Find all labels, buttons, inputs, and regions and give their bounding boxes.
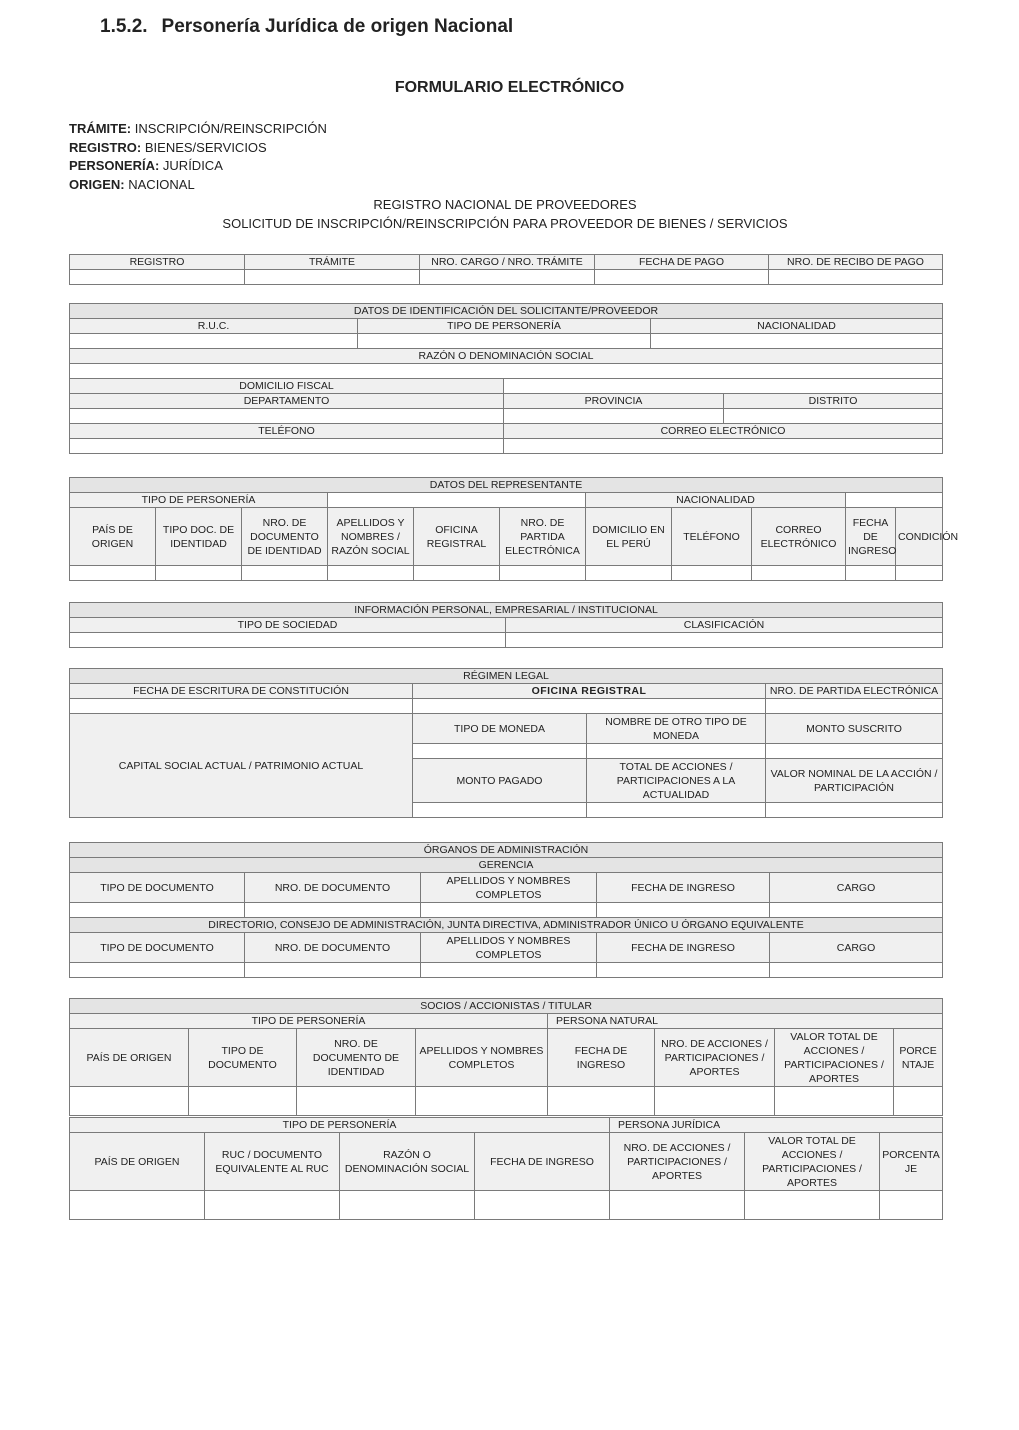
departamento-label: DEPARTAMENTO bbox=[70, 394, 504, 409]
valor-nominal-input[interactable] bbox=[766, 803, 943, 818]
administration-title: ÓRGANOS DE ADMINISTRACIÓN bbox=[70, 843, 943, 858]
ger-input[interactable] bbox=[245, 903, 421, 918]
rep-tipo-personeria: TIPO DE PERSONERÍA bbox=[70, 493, 328, 508]
col-nro-cargo: NRO. CARGO / NRO. TRÁMITE bbox=[420, 255, 595, 270]
otra-moneda-input[interactable] bbox=[587, 744, 766, 759]
input-recibo[interactable] bbox=[769, 270, 943, 285]
col-fecha-pago: FECHA DE PAGO bbox=[595, 255, 769, 270]
dir-input[interactable] bbox=[245, 963, 421, 978]
rep-col-tipo-doc: TIPO DOC. DE IDENTIDAD bbox=[156, 508, 242, 566]
provincia-input[interactable] bbox=[504, 409, 724, 424]
persona-juridica-label: PERSONA JURÍDICA bbox=[610, 1118, 943, 1133]
ger-col-nro-doc: NRO. DE DOCUMENTO bbox=[245, 873, 421, 903]
nat-col-apellidos: APELLIDOS Y NOMBRES COMPLETOS bbox=[416, 1029, 548, 1087]
ger-col-cargo: CARGO bbox=[770, 873, 943, 903]
jur-input[interactable] bbox=[70, 1191, 205, 1220]
rep-col-pais: PAÍS DE ORIGEN bbox=[70, 508, 156, 566]
jur-input[interactable] bbox=[475, 1191, 610, 1220]
business-info-table bbox=[69, 602, 943, 648]
monto-pagado-label: MONTO PAGADO bbox=[413, 759, 587, 803]
representative-table bbox=[69, 477, 959, 581]
rep-col-fecha: FECHA DE INGRESO bbox=[846, 508, 896, 566]
monto-suscrito-input[interactable] bbox=[766, 744, 943, 759]
rep-col-nro-doc: NRO. DE DOCUMENTO DE IDENTIDAD bbox=[242, 508, 328, 566]
procedure-table bbox=[69, 254, 943, 285]
section-title: Personería Jurídica de origen Nacional bbox=[161, 16, 514, 37]
departamento-input[interactable] bbox=[70, 409, 504, 424]
rep-input[interactable] bbox=[846, 566, 896, 581]
nat-input[interactable] bbox=[189, 1087, 297, 1116]
partida-input[interactable] bbox=[766, 699, 943, 714]
section-heading bbox=[100, 16, 513, 38]
nat-col-acciones: NRO. DE ACCIONES / PARTICIPACIONES / APORTES bbox=[655, 1029, 775, 1087]
meta-tramite: TRÁMITE: INSCRIPCIÓN/REINSCRIPCIÓN bbox=[69, 121, 327, 136]
form-meta bbox=[69, 120, 327, 195]
jur-input[interactable] bbox=[880, 1191, 943, 1220]
administration-table bbox=[69, 842, 943, 978]
dir-col-apellidos: APELLIDOS Y NOMBRES COMPLETOS bbox=[421, 933, 597, 963]
ger-input[interactable] bbox=[70, 903, 245, 918]
nat-col-nro-doc: NRO. DE DOCUMENTO DE IDENTIDAD bbox=[297, 1029, 416, 1087]
nat-input[interactable] bbox=[775, 1087, 894, 1116]
jur-input[interactable] bbox=[745, 1191, 880, 1220]
ruc-label: R.U.C. bbox=[70, 319, 358, 334]
dir-col-cargo: CARGO bbox=[770, 933, 943, 963]
rep-col-correo: CORREO ELECTRÓNICO bbox=[752, 508, 846, 566]
fecha-escritura-input[interactable] bbox=[70, 699, 413, 714]
distrito-label: DISTRITO bbox=[724, 394, 943, 409]
representative-title: DATOS DEL REPRESENTANTE bbox=[70, 478, 943, 493]
col-registro: REGISTRO bbox=[70, 255, 245, 270]
legal-regime-title: RÉGIMEN LEGAL bbox=[70, 669, 943, 684]
capital-social-label: CAPITAL SOCIAL ACTUAL / PATRIMONIO ACTUAL bbox=[70, 714, 413, 818]
nat-input[interactable] bbox=[416, 1087, 548, 1116]
dir-col-nro-doc: NRO. DE DOCUMENTO bbox=[245, 933, 421, 963]
domicilio-label: DOMICILIO FISCAL bbox=[70, 379, 504, 394]
rep-col-oficina: OFICINA REGISTRAL bbox=[414, 508, 500, 566]
input-nro-cargo[interactable] bbox=[420, 270, 595, 285]
section-number: 1.5.2. bbox=[100, 16, 148, 37]
nat-input[interactable] bbox=[70, 1087, 189, 1116]
registry-subtitle: REGISTRO NACIONAL DE PROVEEDORES bbox=[373, 197, 637, 212]
rep-input[interactable] bbox=[414, 566, 500, 581]
telefono-input[interactable] bbox=[70, 439, 504, 454]
applicant-title: DATOS DE IDENTIFICACIÓN DEL SOLICITANTE/PROVEEDOR bbox=[70, 304, 943, 319]
otra-moneda-label: NOMBRE DE OTRO TIPO DE MONEDA bbox=[587, 714, 766, 744]
ger-col-apellidos: APELLIDOS Y NOMBRES COMPLETOS bbox=[421, 873, 597, 903]
dir-col-fecha: FECHA DE INGRESO bbox=[597, 933, 770, 963]
oficina-registral-label: OFICINA REGISTRAL bbox=[413, 684, 766, 699]
ger-input[interactable] bbox=[421, 903, 597, 918]
monto-pagado-input[interactable] bbox=[413, 803, 587, 818]
rep-input[interactable] bbox=[328, 566, 414, 581]
nat-input[interactable] bbox=[297, 1087, 416, 1116]
rep-input[interactable] bbox=[242, 566, 328, 581]
directorio-title: DIRECTORIO, CONSEJO DE ADMINISTRACIÓN, JUNTA DIRECTIVA, ADMINISTRADOR ÚNICO U ÓRGANO EQUIVALENTE bbox=[70, 918, 943, 933]
nat-input[interactable] bbox=[548, 1087, 655, 1116]
rep-col-telefono: TELÉFONO bbox=[672, 508, 752, 566]
correo-input[interactable] bbox=[504, 439, 943, 454]
jur-input[interactable] bbox=[610, 1191, 745, 1220]
rep-input[interactable] bbox=[586, 566, 672, 581]
rep-col-apellidos: APELLIDOS Y NOMBRES / RAZÓN SOCIAL bbox=[328, 508, 414, 566]
dir-input[interactable] bbox=[70, 963, 245, 978]
jur-tipo-personeria: TIPO DE PERSONERÍA bbox=[70, 1118, 610, 1133]
dir-col-tipo-doc: TIPO DE DOCUMENTO bbox=[70, 933, 245, 963]
rep-nacionalidad: NACIONALIDAD bbox=[586, 493, 846, 508]
jur-col-pais: PAÍS DE ORIGEN bbox=[70, 1133, 205, 1191]
persona-natural-label: PERSONA NATURAL bbox=[548, 1014, 943, 1029]
jur-input[interactable] bbox=[340, 1191, 475, 1220]
tipo-sociedad-input[interactable] bbox=[70, 633, 506, 648]
input-fecha-pago[interactable] bbox=[595, 270, 769, 285]
nat-input[interactable] bbox=[894, 1087, 943, 1116]
rep-col-partida: NRO. DE PARTIDA ELECTRÓNICA bbox=[500, 508, 586, 566]
jur-input[interactable] bbox=[205, 1191, 340, 1220]
shareholders-natural-table bbox=[69, 998, 943, 1116]
partida-label: NRO. DE PARTIDA ELECTRÓNICA bbox=[766, 684, 943, 699]
razon-social-input[interactable] bbox=[70, 364, 943, 379]
rep-input[interactable] bbox=[70, 566, 156, 581]
form-title: FORMULARIO ELECTRÓNICO bbox=[394, 79, 625, 96]
valor-nominal-label: VALOR NOMINAL DE LA ACCIÓN / PARTICIPACIÓN bbox=[766, 759, 943, 803]
clasificacion-label: CLASIFICACIÓN bbox=[506, 618, 943, 633]
gerencia-title: GERENCIA bbox=[70, 858, 943, 873]
business-info-title: INFORMACIÓN PERSONAL, EMPRESARIAL / INSTITUCIONAL bbox=[70, 603, 943, 618]
meta-origen: ORIGEN: NACIONAL bbox=[69, 177, 195, 193]
clasificacion-input[interactable] bbox=[506, 633, 943, 648]
telefono-label: TELÉFONO bbox=[70, 424, 504, 439]
ger-input[interactable] bbox=[770, 903, 943, 918]
rep-input[interactable] bbox=[156, 566, 242, 581]
jur-col-acciones: NRO. DE ACCIONES / PARTICIPACIONES / APORTES bbox=[610, 1133, 745, 1191]
monto-suscrito-label: MONTO SUSCRITO bbox=[766, 714, 943, 744]
legal-regime-table bbox=[69, 668, 943, 818]
total-acciones-label: TOTAL DE ACCIONES / PARTICIPACIONES A LA ACTUALIDAD bbox=[587, 759, 766, 803]
dir-input[interactable] bbox=[770, 963, 943, 978]
provincia-label: PROVINCIA bbox=[504, 394, 724, 409]
input-registro[interactable] bbox=[70, 270, 245, 285]
jur-col-ruc: RUC / DOCUMENTO EQUIVALENTE AL RUC bbox=[205, 1133, 340, 1191]
ger-col-tipo-doc: TIPO DE DOCUMENTO bbox=[70, 873, 245, 903]
ger-col-fecha: FECHA DE INGRESO bbox=[597, 873, 770, 903]
jur-col-razon: RAZÓN O DENOMINACIÓN SOCIAL bbox=[340, 1133, 475, 1191]
nat-col-tipo-doc: TIPO DE DOCUMENTO bbox=[189, 1029, 297, 1087]
razon-social-label: RAZÓN O DENOMINACIÓN SOCIAL bbox=[70, 349, 943, 364]
distrito-input[interactable] bbox=[724, 409, 943, 424]
meta-registro: REGISTRO: BIENES/SERVICIOS bbox=[69, 139, 267, 155]
nacionalidad-input[interactable] bbox=[651, 334, 943, 349]
jur-col-fecha: FECHA DE INGRESO bbox=[475, 1133, 610, 1191]
rep-nacionalidad-input[interactable] bbox=[846, 493, 943, 508]
applicant-table bbox=[69, 303, 943, 454]
jur-col-porcentaje: PORCENTAJE bbox=[880, 1133, 943, 1191]
nat-col-valor: VALOR TOTAL DE ACCIONES / PARTICIPACIONES / APORTES bbox=[775, 1029, 894, 1087]
nat-col-porcentaje: PORCENTAJE bbox=[894, 1029, 943, 1087]
rep-tipo-personeria-input[interactable] bbox=[328, 493, 586, 508]
dir-input[interactable] bbox=[597, 963, 770, 978]
rep-input[interactable] bbox=[896, 566, 943, 581]
tipo-personeria-input[interactable] bbox=[358, 334, 651, 349]
nacionalidad-label: NACIONALIDAD bbox=[651, 319, 943, 334]
oficina-registral-input[interactable] bbox=[413, 699, 766, 714]
input-tramite[interactable] bbox=[245, 270, 420, 285]
rep-input[interactable] bbox=[752, 566, 846, 581]
rep-input[interactable] bbox=[500, 566, 586, 581]
ger-input[interactable] bbox=[597, 903, 770, 918]
col-recibo: NRO. DE RECIBO DE PAGO bbox=[769, 255, 943, 270]
rep-col-condicion: CONDICIÓN bbox=[896, 508, 943, 566]
nat-input[interactable] bbox=[655, 1087, 775, 1116]
tipo-personeria-label: TIPO DE PERSONERÍA bbox=[358, 319, 651, 334]
shareholders-juridical-table bbox=[69, 1117, 943, 1220]
tipo-moneda-input[interactable] bbox=[413, 744, 587, 759]
tipo-moneda-label: TIPO DE MONEDA bbox=[413, 714, 587, 744]
nat-col-pais: PAÍS DE ORIGEN bbox=[70, 1029, 189, 1087]
dir-input[interactable] bbox=[421, 963, 597, 978]
request-subtitle: SOLICITUD DE INSCRIPCIÓN/REINSCRIPCIÓN PARA PROVEEDOR DE BIENES / SERVICIOS bbox=[222, 216, 788, 231]
domicilio-input[interactable] bbox=[504, 379, 943, 394]
nat-tipo-personeria: TIPO DE PERSONERÍA bbox=[70, 1014, 548, 1029]
jur-col-valor: VALOR TOTAL DE ACCIONES / PARTICIPACIONES / APORTES bbox=[745, 1133, 880, 1191]
rep-col-domicilio: DOMICILIO EN EL PERÚ bbox=[586, 508, 672, 566]
rep-input[interactable] bbox=[672, 566, 752, 581]
fecha-escritura-label: FECHA DE ESCRITURA DE CONSTITUCIÓN bbox=[70, 684, 413, 699]
col-tramite: TRÁMITE bbox=[245, 255, 420, 270]
total-acciones-input[interactable] bbox=[587, 803, 766, 818]
meta-personeria: PERSONERÍA: JURÍDICA bbox=[69, 158, 223, 174]
tipo-sociedad-label: TIPO DE SOCIEDAD bbox=[70, 618, 506, 633]
ruc-input[interactable] bbox=[70, 334, 358, 349]
correo-label: CORREO ELECTRÓNICO bbox=[504, 424, 943, 439]
shareholders-title: SOCIOS / ACCIONISTAS / TITULAR bbox=[70, 999, 943, 1014]
nat-col-fecha: FECHA DE INGRESO bbox=[548, 1029, 655, 1087]
